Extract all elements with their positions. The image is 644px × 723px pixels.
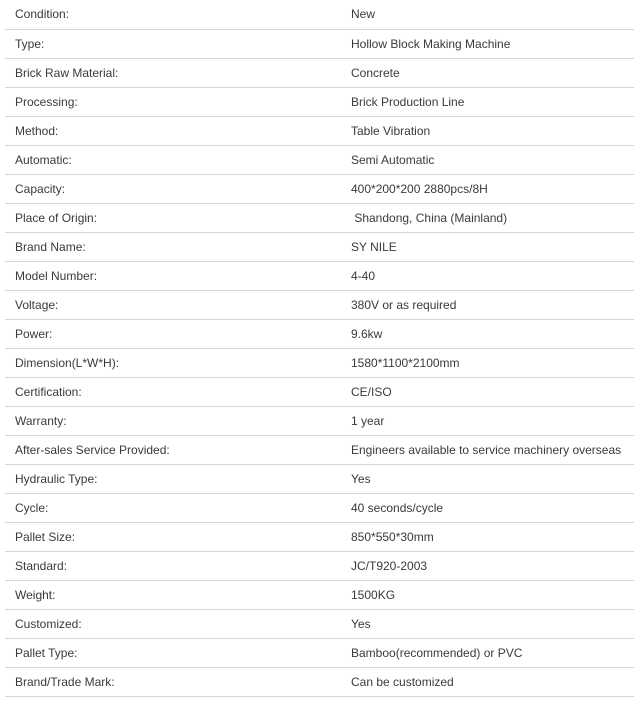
table-row: [5, 0, 634, 29]
spec-value: Engineers available to service machinery overseas: [342, 435, 634, 464]
spec-label: Method:: [5, 116, 342, 145]
spec-label: Pallet Size:: [5, 522, 342, 551]
spec-label: Brick Raw Material:: [5, 58, 342, 87]
spec-label: Condition:: [5, 0, 342, 29]
spec-label: Certification:: [5, 377, 342, 406]
spec-label: After-sales Service Provided:: [5, 435, 342, 464]
spec-label: Capacity:: [5, 174, 342, 203]
table-row: [5, 377, 634, 406]
table-row: [5, 522, 634, 551]
spec-label: Dimension(L*W*H):: [5, 348, 342, 377]
table-row: [5, 551, 634, 580]
table-row: [5, 174, 634, 203]
spec-value: 850*550*30mm: [342, 522, 634, 551]
spec-value: Shandong, China (Mainland): [342, 203, 634, 232]
table-row: [5, 116, 634, 145]
spec-value: 40 seconds/cycle: [342, 493, 634, 522]
table-row: [5, 87, 634, 116]
table-row: [5, 406, 634, 435]
table-row: [5, 203, 634, 232]
spec-label: Automatic:: [5, 145, 342, 174]
spec-value: Yes: [342, 609, 634, 638]
spec-label: Cycle:: [5, 493, 342, 522]
spec-value: SY NILE: [342, 232, 634, 261]
spec-value: 4-40: [342, 261, 634, 290]
table-row: [5, 145, 634, 174]
table-row: [5, 261, 634, 290]
spec-value: 1500KG: [342, 580, 634, 609]
spec-value: 9.6kw: [342, 319, 634, 348]
table-row: [5, 58, 634, 87]
spec-label: Place of Origin:: [5, 203, 342, 232]
spec-value: Brick Production Line: [342, 87, 634, 116]
spec-value: Bamboo(recommended) or PVC: [342, 638, 634, 667]
spec-value: Yes: [342, 464, 634, 493]
table-row: [5, 638, 634, 667]
spec-label: Warranty:: [5, 406, 342, 435]
table-row: [5, 290, 634, 319]
table-row: [5, 493, 634, 522]
table-row: [5, 232, 634, 261]
spec-value: Can be customized: [342, 667, 634, 696]
spec-value: 1580*1100*2100mm: [342, 348, 634, 377]
spec-label: Standard:: [5, 551, 342, 580]
spec-label: Brand Name:: [5, 232, 342, 261]
table-row: [5, 667, 634, 696]
table-row: [5, 464, 634, 493]
table-row: [5, 319, 634, 348]
spec-value: Hollow Block Making Machine: [342, 29, 634, 58]
spec-value: Semi Automatic: [342, 145, 634, 174]
spec-value: 1 year: [342, 406, 634, 435]
spec-label: Hydraulic Type:: [5, 464, 342, 493]
spec-value: 400*200*200 2880pcs/8H: [342, 174, 634, 203]
spec-label: Weight:: [5, 580, 342, 609]
table-row: [5, 348, 634, 377]
table-row: [5, 580, 634, 609]
spec-label: Processing:: [5, 87, 342, 116]
spec-value: Table Vibration: [342, 116, 634, 145]
table-row: [5, 29, 634, 58]
spec-value: Concrete: [342, 58, 634, 87]
spec-label: Voltage:: [5, 290, 342, 319]
table-row: [5, 609, 634, 638]
specifications-table: [5, 0, 634, 697]
spec-value: CE/ISO: [342, 377, 634, 406]
spec-value: JC/T920-2003: [342, 551, 634, 580]
spec-value: New: [342, 0, 634, 29]
spec-label: Customized:: [5, 609, 342, 638]
spec-label: Model Number:: [5, 261, 342, 290]
table-row: [5, 435, 634, 464]
spec-value: 380V or as required: [342, 290, 634, 319]
spec-label: Type:: [5, 29, 342, 58]
spec-label: Pallet Type:: [5, 638, 342, 667]
spec-label: Power:: [5, 319, 342, 348]
spec-label: Brand/Trade Mark:: [5, 667, 342, 696]
